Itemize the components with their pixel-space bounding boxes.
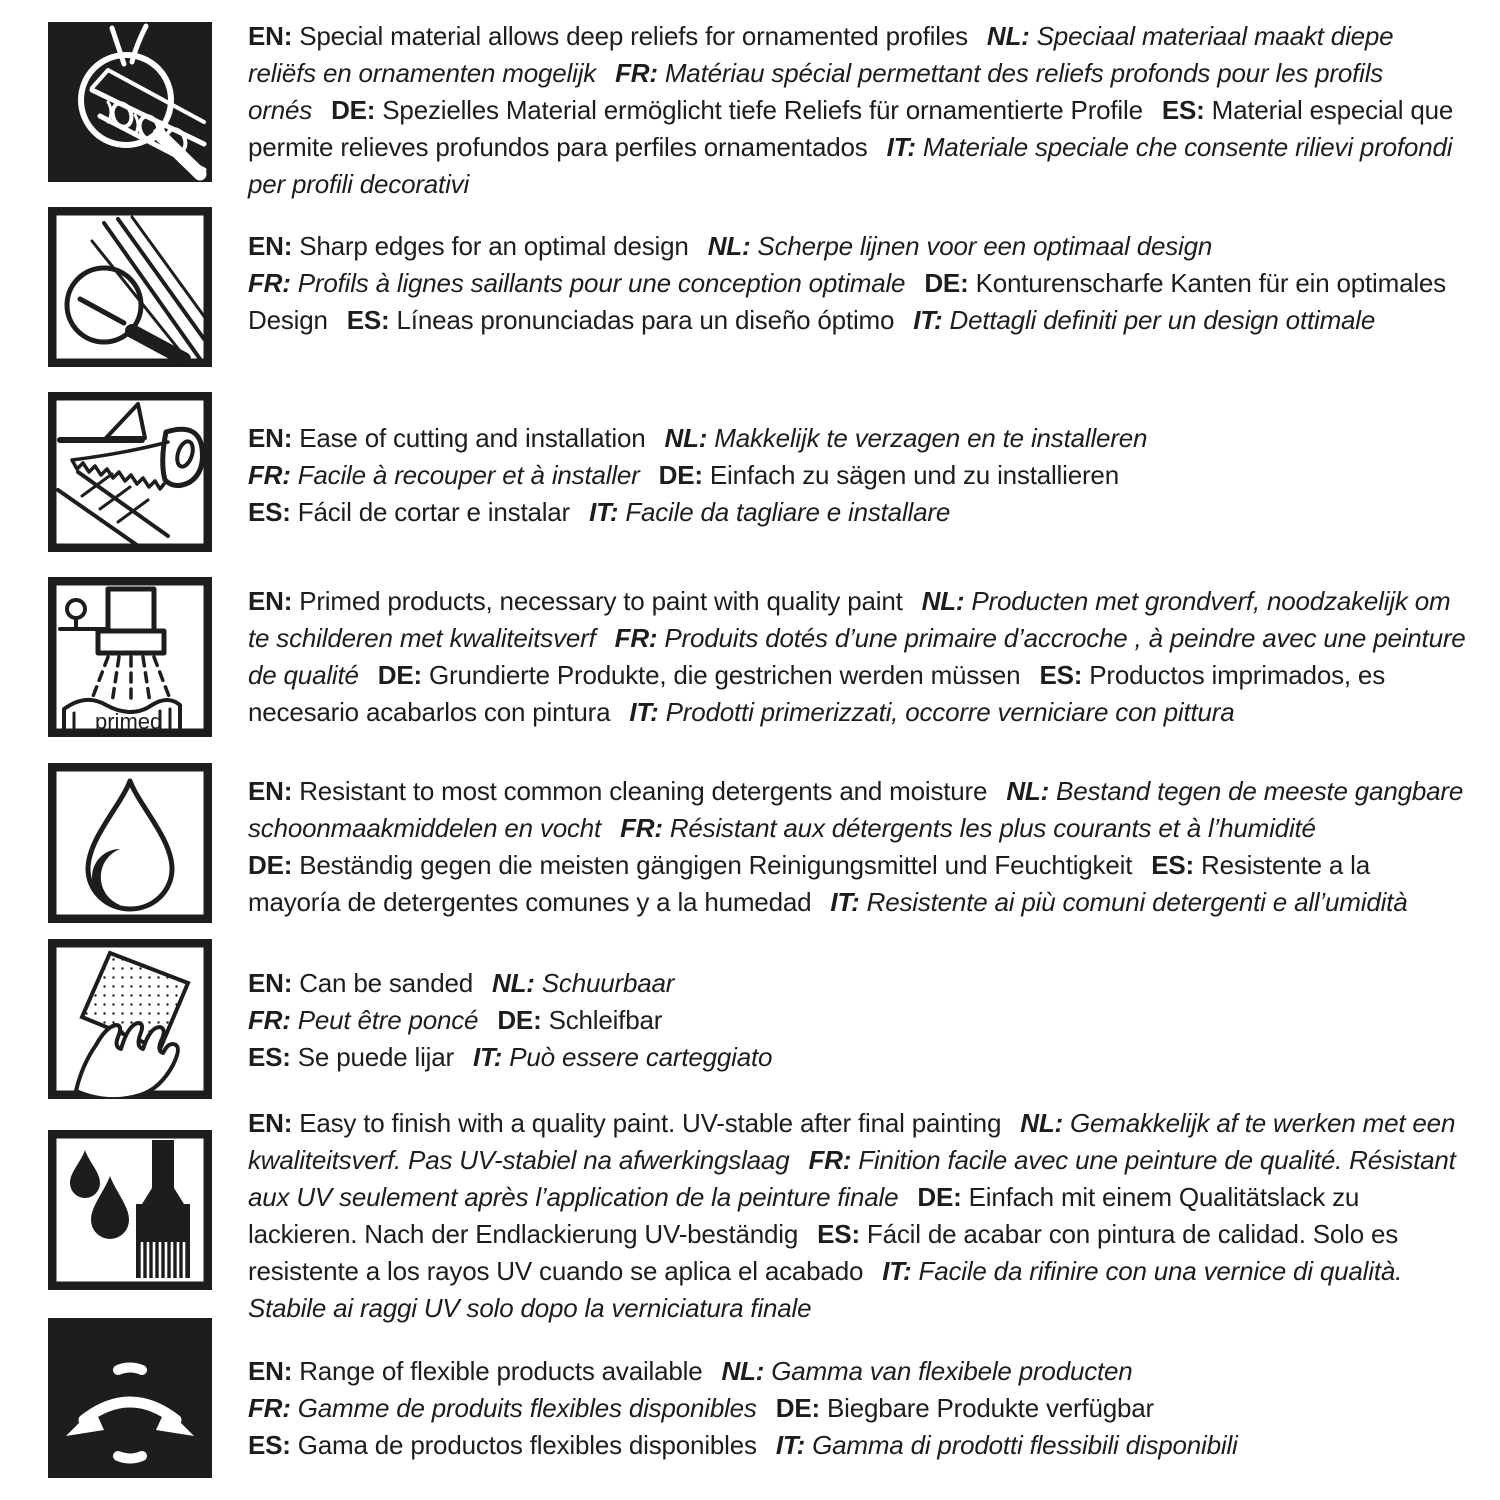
feature-text-de: DE: Spezielles Material ermöglicht tiefe Reliefs für ornamentierte Profile bbox=[331, 95, 1143, 125]
feature-text-fr: FR: Produits dotés d’une primaire d’accroche , à peindre avec une peinture de qualité bbox=[248, 623, 1466, 690]
feature-text bbox=[248, 228, 1466, 339]
feature-text-nl: NL: Gemakkelijk af te werken met een kwaliteitsverf. Pas UV-stabiel na afwerkingslaag bbox=[248, 1108, 1456, 1175]
feature-text-nl: NL: Makkelijk te verzagen en te installeren bbox=[664, 423, 1148, 453]
feature-text-en: EN: Ease of cutting and installation bbox=[248, 423, 646, 453]
feature-text-de: DE: Einfach zu sägen und zu installieren bbox=[658, 460, 1119, 490]
feature-text-it: IT: Gamma di prodotti flessibili disponibili bbox=[775, 1430, 1238, 1460]
feature-text-fr: FR: Profils à lignes saillants pour une conception optimale bbox=[248, 268, 906, 298]
moisture-drop-icon bbox=[48, 763, 212, 923]
feature-text-en: EN: Primed products, necessary to paint with quality paint bbox=[248, 586, 903, 616]
feature-text-de: DE: Beständig gegen die meisten gängigen Reinigungsmittel und Feuchtigkeit bbox=[248, 850, 1133, 880]
saw-cutting-icon bbox=[48, 392, 212, 552]
feature-text bbox=[248, 583, 1466, 731]
sanding-hand-icon bbox=[48, 939, 212, 1099]
feature-text-es: ES: Resistente a la mayoría de detergentes comunes y a la humedad bbox=[248, 850, 1371, 917]
feature-text-en: EN: Can be sanded bbox=[248, 968, 473, 998]
feature-text bbox=[248, 1105, 1466, 1327]
paint-drops-brush-icon bbox=[48, 1130, 212, 1290]
feature-text-es: ES: Fácil de cortar e instalar bbox=[248, 497, 571, 527]
feature-text-it: IT: Materiale speciale che consente rilievi profondi per profili decorativi bbox=[248, 132, 1453, 199]
primed-label: primed bbox=[95, 709, 163, 734]
feature-text-it: IT: Prodotti primerizzati, occorre verniciare con pittura bbox=[629, 697, 1235, 727]
feature-text-en: EN: Resistant to most common cleaning detergents and moisture bbox=[248, 776, 988, 806]
feature-text bbox=[248, 420, 1466, 531]
feature-text-es: ES: Gama de productos flexibles disponibles bbox=[248, 1430, 757, 1460]
feature-text-de: DE: Einfach mit einem Qualitätslack zu lackieren. Nach der Endlackierung UV-beständig bbox=[248, 1182, 1360, 1249]
feature-text-nl: NL: Gamma van flexibele producten bbox=[721, 1356, 1133, 1386]
feature-text-en: EN: Easy to finish with a quality paint. UV-stable after final painting bbox=[248, 1108, 1002, 1138]
feature-text bbox=[248, 18, 1466, 203]
primer-spray-icon bbox=[48, 577, 212, 737]
feature-text bbox=[248, 965, 1466, 1076]
feature-text-it: IT: Resistente ai più comuni detergenti e all’umidità bbox=[830, 887, 1408, 917]
sharp-edges-magnifier-icon bbox=[48, 207, 212, 367]
feature-text-fr: FR: Matériau spécial permettant des reliefs profonds pour les profils ornés bbox=[248, 58, 1384, 125]
feature-text-de: DE: Grundierte Produkte, die gestrichen werden müssen bbox=[377, 660, 1021, 690]
feature-text-es: ES: Líneas pronunciadas para un diseño óptimo bbox=[346, 305, 895, 335]
feature-text-nl: NL: Scherpe lijnen voor een optimaal design bbox=[707, 231, 1213, 261]
feature-text-fr: FR: Résistant aux détergents les plus courants et à l’humidité bbox=[620, 813, 1316, 843]
feature-text-fr: FR: Facile à recouper et à installer bbox=[248, 460, 640, 490]
feature-text-nl: NL: Schuurbaar bbox=[492, 968, 675, 998]
feature-text-fr: FR: Gamme de produits flexibles disponibles bbox=[248, 1393, 757, 1423]
feature-text-en: EN: Range of flexible products available bbox=[248, 1356, 703, 1386]
feature-text-es: ES: Material especial que permite relieves profundos para perfiles ornamentados bbox=[248, 95, 1454, 162]
feature-text-en: EN: Sharp edges for an optimal design bbox=[248, 231, 689, 261]
deep-reliefs-magnifier-icon bbox=[48, 22, 212, 182]
feature-text bbox=[248, 773, 1466, 921]
feature-text-it: IT: Facile da tagliare e installare bbox=[589, 497, 951, 527]
feature-text-de: DE: Schleifbar bbox=[497, 1005, 663, 1035]
feature-text-es: ES: Se puede lijar bbox=[248, 1042, 454, 1072]
feature-text-de: DE: Biegbare Produkte verfügbar bbox=[775, 1393, 1155, 1423]
feature-text-nl: NL: Bestand tegen de meeste gangbare schoonmaakmiddelen en vocht bbox=[248, 776, 1464, 843]
feature-text-fr: FR: Finition facile avec une peinture de qualité. Résistant aux UV seulement après l’application de la peinture finale bbox=[248, 1145, 1456, 1212]
feature-text-it: IT: Facile da rifinire con una vernice di qualità. Stabile ai raggi UV solo dopo la verniciatura finale bbox=[248, 1256, 1403, 1323]
feature-text-de: DE: Konturenscharfe Kanten für ein optimales Design bbox=[248, 268, 1446, 335]
feature-text-en: EN: Special material allows deep reliefs for ornamented profiles bbox=[248, 21, 968, 51]
feature-text-es: ES: Productos imprimados, es necesario acabarlos con pintura bbox=[248, 660, 1385, 727]
feature-text bbox=[248, 1353, 1466, 1464]
feature-text-it: IT: Dettagli definiti per un design ottimale bbox=[913, 305, 1376, 335]
feature-text-fr: FR: Peut être poncé bbox=[248, 1005, 479, 1035]
feature-text-nl: NL: Producten met grondverf, noodzakelijk om te schilderen met kwaliteitsverf bbox=[248, 586, 1451, 653]
feature-text-nl: NL: Speciaal materiaal maakt diepe reliëfs en ornamenten mogelijk bbox=[248, 21, 1394, 88]
feature-text-it: IT: Può essere carteggiato bbox=[473, 1042, 773, 1072]
flexible-arrow-icon bbox=[48, 1318, 212, 1478]
feature-text-es: ES: Fácil de acabar con pintura de calidad. Solo es resistente a los rayos UV cuando se aplica el acabado bbox=[248, 1219, 1399, 1286]
